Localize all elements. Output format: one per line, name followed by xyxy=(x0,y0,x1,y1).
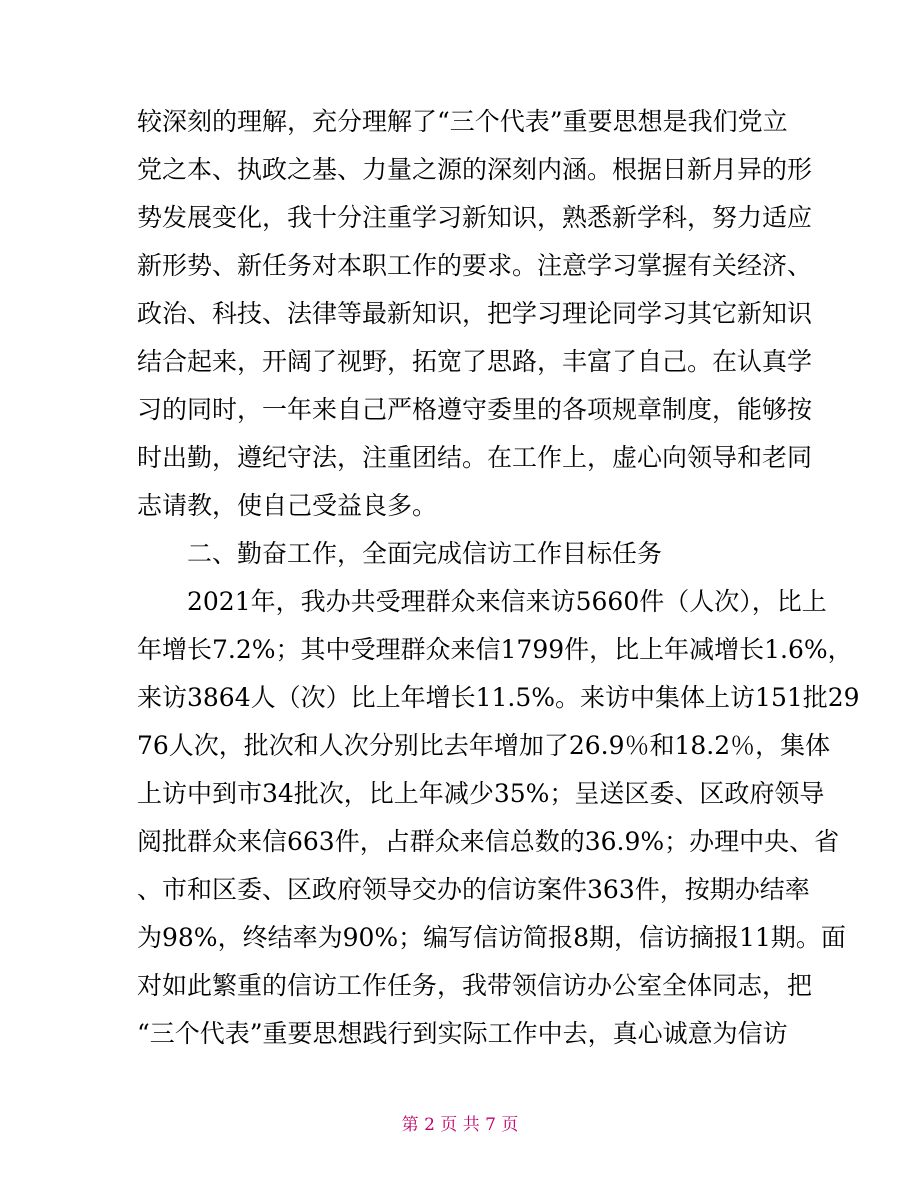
text-line: 习的同时，一年来自己严格遵守委里的各项规章制度，能够按 xyxy=(137,395,813,424)
text-line: 来访3864人（次）比上年增长11.5%。来访中集体上访151批29 xyxy=(137,683,860,712)
text-line: 较深刻的理解，充分理解了“三个代表”重要思想是我们党立 xyxy=(137,107,788,136)
text-line: 76人次，批次和人次分别比去年增加了26.9％和18.2％，集体 xyxy=(137,731,831,760)
text-line: 阅批群众来信663件，占群众来信总数的36.9%；办理中央、省 xyxy=(137,827,840,856)
text-line: 年增长7.2%；其中受理群众来信1799件，比上年减增长1.6%， xyxy=(137,635,853,664)
text-line: 志请教，使自己受益良多。 xyxy=(137,491,438,520)
text-line: “三个代表”重要思想践行到实际工作中去，真心诚意为信访 xyxy=(137,1019,788,1048)
section-heading: 二、勤奋工作，全面完成信访工作目标任务 xyxy=(137,539,663,568)
text-line: 政治、科技、法律等最新知识，把学习理论同学习其它新知识 xyxy=(137,299,813,328)
text-line: 为98%，终结率为90%；编写信访简报8期，信访摘报11期。面 xyxy=(137,923,846,952)
text-line: 对如此繁重的信访工作任务，我带领信访办公室全体同志，把 xyxy=(137,971,813,1000)
text-line: 上访中到市34批次，比上年减少35%；呈送区委、区政府领导 xyxy=(137,779,825,808)
text-line: 新形势、新任务对本职工作的要求。注意学习掌握有关经济、 xyxy=(137,251,813,280)
text-line: 时出勤，遵纪守法，注重团结。在工作上，虚心向领导和老同 xyxy=(137,443,813,472)
text-line: 党之本、执政之基、力量之源的深刻内涵。根据日新月异的形 xyxy=(137,155,813,184)
text-line: 、市和区委、区政府领导交办的信访案件363件，按期办结率 xyxy=(137,875,810,904)
text-line: 势发展变化，我十分注重学习新知识，熟悉新学科，努力适应 xyxy=(137,203,813,232)
page-number-footer: 第 2 页 共 7 页 xyxy=(401,1115,519,1135)
text-line: 结合起来，开阔了视野，拓宽了思路，丰富了自己。在认真学 xyxy=(137,347,813,376)
text-line: 2021年，我办共受理群众来信来访5660件（人次），比上 xyxy=(137,587,827,616)
